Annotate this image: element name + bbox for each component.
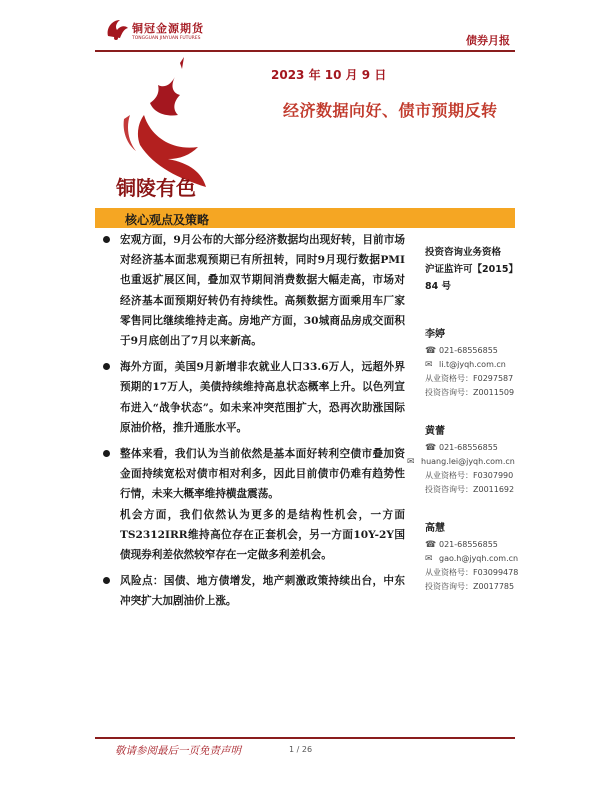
- bullet-text: 机会方面，我们依然认为更多的是结构性机会，一方面TS2312IRR维持高位存在正套机会，另一方面10Y-2Y国债现券利差依然较窄存在一定做多利差机会。: [120, 508, 405, 562]
- bullet-overseas: [100, 357, 405, 438]
- key-points: [100, 230, 405, 618]
- report-headline: 经济数据向好、债市预期反转: [283, 101, 498, 120]
- disclaimer-link[interactable]: 敬请参阅最后一页免责声明: [115, 745, 241, 757]
- email-row[interactable]: ✉ li.t@jyqh.com.cn: [425, 360, 506, 370]
- bullet-text: 风险点：国债、地方债增发，地产刺激政策持续出台，中东冲突扩大加剧油价上涨。: [120, 575, 405, 608]
- advisory-number: 投资咨询号：Z0011692: [425, 485, 515, 494]
- analyst-card: [425, 325, 535, 400]
- phone-row: ☎ 021-68556855: [425, 346, 498, 356]
- advisory-number: 投资咨询号：Z0011509: [425, 388, 515, 397]
- section-title: 核心观点及策略: [125, 213, 210, 227]
- practice-number: 从业资格号：F0297587: [425, 374, 514, 383]
- email-row[interactable]: ✉ gao.h@jyqh.com.cn: [425, 554, 519, 564]
- email-row[interactable]: ✉ huang.lei@jyqh.com.cn: [407, 457, 515, 467]
- logo-chinese-name: 铜冠金源期货: [132, 22, 204, 35]
- license-line: 84 号: [425, 281, 452, 292]
- phone-icon: ☎: [425, 540, 437, 550]
- phone-row: ☎ 021-68556855: [425, 540, 498, 550]
- analyst-name: 黄蕾: [425, 426, 445, 437]
- logo-mark-icon: [104, 16, 130, 42]
- analyst-card: [407, 422, 535, 497]
- page-number: 1 / 26: [289, 745, 313, 754]
- mail-icon: ✉: [425, 360, 433, 370]
- license-info: [425, 244, 535, 295]
- bullet-text: 整体来看，我们认为当前依然是基本面好转利空债市叠加资金面持续宽松对债市相对利多，因此目前债市仍难有趋势性行情，未来大概率维持横盘震荡。: [120, 448, 405, 501]
- header-rule: [95, 50, 515, 52]
- practice-number: 从业资格号：F03099478: [425, 568, 519, 577]
- company-logo: [104, 14, 214, 50]
- analyst-name: 高慧: [425, 523, 445, 534]
- bullet-risk: [100, 571, 405, 611]
- practice-number: 从业资格号：F0307990: [425, 471, 514, 480]
- license-line: 投资咨询业务资格: [425, 247, 502, 258]
- advisory-number: 投资咨询号：Z0017785: [425, 582, 515, 591]
- bullet-text: 海外方面，美国9月新增非农就业人口33.6万人，远超外界预期的17万人，美债持续维持高息状态概率上升。以色列宣布进入“战争状态”。如未来冲突范围扩大，恐再次助涨国际原油价格，推升通胀水平。: [120, 361, 405, 434]
- analyst-name: 李婷: [425, 329, 445, 340]
- footer-rule: [95, 737, 515, 739]
- phone-row: ☎ 021-68556855: [425, 443, 498, 453]
- bullet-macro: [100, 230, 405, 351]
- illustration-calligraphy-text: 铜陵有色: [116, 176, 196, 200]
- report-type: 债券月报: [466, 34, 510, 47]
- license-line: 沪证监许可【2015】: [425, 264, 518, 275]
- logo-english-name: TONGGUAN JINYUAN FUTURES: [132, 36, 201, 41]
- bullet-overall: [100, 444, 405, 565]
- calligraphy-illustration: [110, 55, 220, 205]
- phone-icon: ☎: [425, 346, 437, 356]
- phone-icon: ☎: [425, 443, 437, 453]
- bullet-text: 宏观方面，9月公布的大部分经济数据均出现好转，目前市场对经济基本面悲观预期已有所扭转，同时9月现行数据PMI也重返扩展区间，叠加双节期间消费数据大幅走高，市场对经济基本面预期好转仍有持续性。高频数据方面乘用车厂家零售同比继续维持走高。房地产方面，30城商品房成交面积于9月底创出了7月以来新高。: [120, 234, 405, 348]
- sidebar: [407, 244, 535, 594]
- analyst-card: [425, 519, 535, 594]
- mail-icon: ✉: [425, 554, 433, 564]
- mail-icon: ✉: [407, 457, 415, 467]
- report-date: 2023 年 10 月 9 日: [271, 68, 387, 82]
